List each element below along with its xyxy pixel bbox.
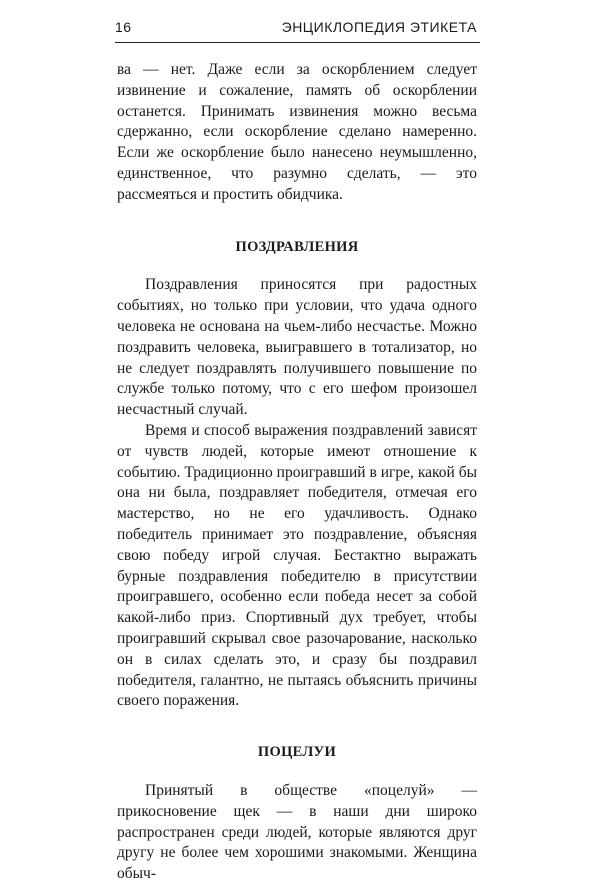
running-head [115, 18, 477, 36]
running-title: ЭНЦИКЛОПЕДИЯ ЭТИКЕТА [281, 19, 477, 35]
section-heading-congratulations: ПОЗДРАВЛЕНИЯ [235, 238, 359, 255]
paragraph: Принятый в обществе «поцелуй» — прикосновение щек — в наши дни широко распространен среди людей, которые являются друг другу не более чем хорошими знакомыми. Женщина обыч- [117, 781, 477, 883]
intro-paragraph: ва — нет. Даже если за оскорблением следует извинение и сожаление, память об оскорблении останется. Принимать извинения можно весьма сдержанно, если оскорбление сделано намеренно. Если же оскорбление было нанесено неумышленно, единственное, что разумно сделать, — это рассмеяться и простить обидчика. [117, 61, 477, 203]
paragraph: Время и способ выражения поздравлений зависят от чувств людей, которые имеют отношение к событию. Традиционно проигравший в игре, какой бы она ни была, поздравляет победителя, отмечая его мастерство, но не его удачливость. Однако победитель принимает это поздравление, объясняя свою победу игрой случая. Бестактно выражать бурные поздравления победителю в присутствии проигравшего, особенно если победа несет за собой какой-либо приз. Спортивный дух требует, чтобы проигравший скрывал свое разочарование, насколько он в силах сделать это, и сразу бы поздравил победителя, галантно, не пытаясь объяснить причины своего поражения. [117, 421, 477, 710]
page-body [117, 60, 477, 885]
header-rule [115, 42, 480, 43]
section-heading-kisses: ПОЦЕЛУИ [257, 744, 337, 761]
page-number: 16 [115, 19, 132, 35]
paragraph: Поздравления приносятся при радостных событиях, но только при условии, что удача одного человека не основана на чьем-либо несчастье. Можно поздравить человека, выигравшего в тотализатор, но не следует поздравлять получившего повышение по службе только потому, что с его шефом произошел несчастный случай. [117, 276, 477, 419]
